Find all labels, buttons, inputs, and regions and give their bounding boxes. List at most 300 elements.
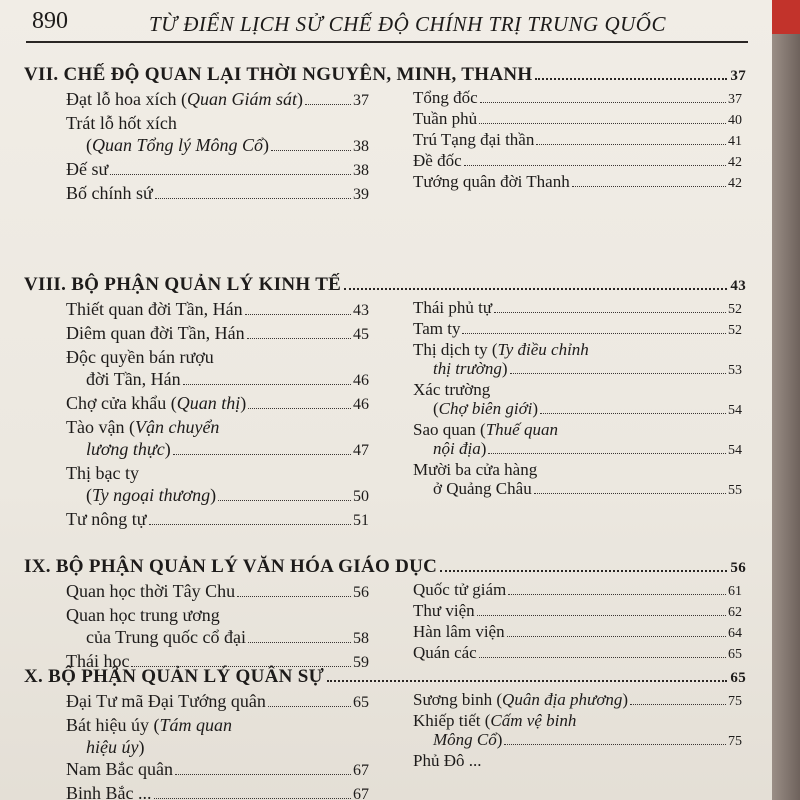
header-rule bbox=[26, 41, 748, 43]
dot-leader bbox=[540, 413, 726, 414]
entry-page: 75 bbox=[728, 734, 742, 749]
toc-entry bbox=[413, 298, 742, 319]
toc-entry bbox=[413, 172, 742, 193]
background-object bbox=[772, 0, 800, 34]
entry-label: Thị dịch ty ( bbox=[413, 340, 498, 359]
dot-leader bbox=[248, 642, 351, 643]
toc-section bbox=[24, 556, 746, 674]
toc-entry bbox=[413, 751, 742, 770]
section-title: VIII. BỘ PHẬN QUẢN LÝ KINH TẾ bbox=[24, 274, 342, 295]
toc-entry bbox=[66, 298, 369, 322]
entry-text bbox=[66, 112, 177, 134]
entry-label: Quán các bbox=[413, 643, 477, 662]
entry-text bbox=[413, 130, 534, 149]
entry-gloss: Ty ngoại thương bbox=[92, 485, 211, 505]
entry-columns bbox=[24, 690, 746, 800]
entry-tail: ) bbox=[240, 393, 247, 413]
entry-page: 65 bbox=[353, 694, 369, 711]
entry-page: 65 bbox=[728, 647, 742, 662]
toc-entry bbox=[413, 130, 742, 151]
dot-leader bbox=[183, 384, 351, 385]
entry-label: ( bbox=[86, 485, 92, 505]
toc-section bbox=[24, 274, 746, 532]
dot-leader bbox=[155, 198, 351, 199]
entry-text bbox=[86, 484, 216, 506]
entry-page: 54 bbox=[728, 403, 742, 418]
entry-text bbox=[413, 319, 460, 338]
entry-text bbox=[66, 782, 152, 800]
entry-label: Binh Bắc ... bbox=[66, 783, 152, 800]
section-page: 43 bbox=[730, 278, 746, 294]
entry-text bbox=[413, 622, 505, 641]
entry-label: Tướng quân đời Thanh bbox=[413, 172, 570, 191]
toc-entry bbox=[66, 462, 369, 508]
entry-page: 58 bbox=[353, 630, 369, 647]
entry-line bbox=[413, 88, 742, 109]
entry-line bbox=[66, 438, 369, 462]
entry-text bbox=[413, 109, 477, 128]
entry-label: Tào vận ( bbox=[66, 417, 135, 437]
entry-page: 55 bbox=[728, 483, 742, 498]
entry-text bbox=[66, 182, 153, 204]
dot-leader bbox=[479, 657, 726, 658]
entry-text bbox=[86, 626, 246, 648]
toc-entry bbox=[413, 460, 742, 500]
entry-tail: ) bbox=[164, 439, 171, 459]
dot-leader bbox=[271, 150, 351, 151]
entry-line bbox=[66, 112, 369, 134]
right-column bbox=[369, 580, 746, 674]
dot-leader bbox=[218, 500, 351, 501]
entry-line bbox=[413, 319, 742, 340]
entry-line bbox=[413, 601, 742, 622]
entry-page: 42 bbox=[728, 155, 742, 170]
entry-line bbox=[66, 416, 369, 438]
entry-page: 38 bbox=[353, 138, 369, 155]
entry-text bbox=[66, 462, 139, 484]
entry-line bbox=[66, 508, 369, 532]
entry-label: Xác trường bbox=[413, 380, 491, 399]
entry-gloss: Mông Cổ bbox=[433, 730, 497, 749]
dot-leader bbox=[536, 144, 726, 145]
toc-entry bbox=[66, 690, 369, 714]
toc-entry bbox=[413, 622, 742, 643]
toc-entry bbox=[66, 88, 369, 112]
entry-line bbox=[413, 643, 742, 664]
left-column bbox=[24, 580, 369, 674]
toc-entry bbox=[413, 319, 742, 340]
entry-line bbox=[413, 460, 742, 479]
entry-text bbox=[413, 151, 462, 170]
entry-label: Thái học bbox=[66, 651, 130, 671]
dot-leader bbox=[504, 744, 726, 745]
entry-label: Thị bạc ty bbox=[66, 463, 139, 483]
entry-label: Đạt lỗ hoa xích ( bbox=[66, 89, 187, 109]
toc-entry bbox=[66, 416, 369, 462]
entry-text bbox=[413, 711, 576, 730]
toc-entry bbox=[66, 604, 369, 650]
entry-line bbox=[413, 130, 742, 151]
toc-entry bbox=[413, 643, 742, 664]
entry-text bbox=[413, 172, 570, 191]
dot-leader bbox=[268, 706, 351, 707]
entry-label: Tổng đốc bbox=[413, 88, 478, 107]
left-column bbox=[24, 88, 369, 206]
entry-text bbox=[413, 601, 475, 620]
entry-text bbox=[66, 416, 219, 438]
entry-line bbox=[66, 484, 369, 508]
entry-tail: ) bbox=[532, 399, 539, 418]
entry-gloss: Tám quan bbox=[159, 715, 232, 735]
entry-line bbox=[66, 298, 369, 322]
entry-text bbox=[413, 340, 589, 359]
entry-tail: ) bbox=[480, 439, 487, 458]
dot-leader bbox=[154, 798, 352, 799]
dot-leader bbox=[494, 312, 726, 313]
entry-line bbox=[413, 109, 742, 130]
entry-text bbox=[86, 736, 144, 758]
entry-tail: ) bbox=[496, 730, 503, 749]
entry-gloss: hiệu úy bbox=[86, 737, 139, 757]
entry-line bbox=[413, 151, 742, 172]
entry-page: 64 bbox=[728, 626, 742, 641]
entry-line bbox=[413, 420, 742, 439]
entry-label: ( bbox=[86, 135, 92, 155]
entry-columns bbox=[24, 580, 746, 674]
entry-tail: ) bbox=[622, 690, 629, 709]
entry-label: ở Quảng Châu bbox=[433, 479, 532, 498]
toc-entry bbox=[413, 88, 742, 109]
entry-label: Phủ Đô ... bbox=[413, 751, 482, 770]
entry-label: Thư viện bbox=[413, 601, 475, 620]
entry-label: Sương binh ( bbox=[413, 690, 503, 709]
dot-leader bbox=[464, 165, 726, 166]
entry-label: Tuần phủ bbox=[413, 109, 478, 128]
entry-gloss: lương thực bbox=[86, 439, 165, 459]
entry-line bbox=[66, 626, 369, 650]
entry-page: 59 bbox=[353, 654, 369, 671]
entry-page: 61 bbox=[728, 584, 742, 599]
entry-line bbox=[66, 322, 369, 346]
entry-text bbox=[86, 368, 181, 390]
dot-leader bbox=[510, 373, 726, 374]
entry-text bbox=[66, 690, 266, 712]
entry-line bbox=[66, 346, 369, 368]
toc-entry bbox=[66, 758, 369, 782]
toc-entry bbox=[66, 112, 369, 158]
toc-entry bbox=[66, 346, 369, 392]
entry-label: Tư nông tự bbox=[66, 509, 147, 529]
dot-leader bbox=[247, 338, 351, 339]
entry-label: Thiết quan đời Tần, Hán bbox=[66, 299, 243, 319]
entry-label: Đại Tư mã Đại Tướng quân bbox=[66, 691, 266, 711]
entry-page: 75 bbox=[728, 694, 742, 709]
dot-leader bbox=[248, 408, 351, 409]
entry-line bbox=[66, 690, 369, 714]
entry-text bbox=[66, 508, 147, 530]
section-title: VII. CHẾ ĐỘ QUAN LẠI THỜI NGUYÊN, MINH, THANH bbox=[24, 64, 533, 85]
entry-gloss: Chợ biên giới bbox=[438, 399, 533, 418]
toc-entry bbox=[66, 508, 369, 532]
entry-line bbox=[66, 462, 369, 484]
entry-line bbox=[413, 690, 742, 711]
entry-line bbox=[413, 340, 742, 359]
entry-label: ( bbox=[433, 399, 439, 418]
section-page: 37 bbox=[730, 68, 746, 84]
entry-label: Quốc tử giám bbox=[413, 580, 507, 599]
entry-text bbox=[413, 580, 506, 599]
entry-line bbox=[413, 580, 742, 601]
entry-text bbox=[66, 580, 235, 602]
toc-entry bbox=[413, 340, 742, 380]
entry-tail: ) bbox=[210, 485, 217, 505]
dot-leader bbox=[237, 596, 351, 597]
entry-gloss: thị trường bbox=[433, 359, 502, 378]
entry-tail: ) bbox=[296, 89, 303, 109]
entry-text bbox=[66, 88, 303, 110]
entry-line bbox=[413, 479, 742, 500]
dot-leader bbox=[440, 570, 727, 572]
entry-gloss: nội địa bbox=[433, 439, 481, 458]
entry-label: Nam Bắc quân bbox=[66, 759, 173, 779]
toc-entry bbox=[413, 580, 742, 601]
entry-label: Tam ty bbox=[413, 319, 461, 338]
entry-text bbox=[433, 399, 538, 418]
entry-page: 45 bbox=[353, 326, 369, 343]
toc-entry bbox=[66, 182, 369, 206]
entry-text bbox=[413, 298, 492, 317]
entry-line bbox=[413, 298, 742, 319]
right-column bbox=[369, 690, 746, 800]
entry-tail: ) bbox=[263, 135, 269, 155]
dot-leader bbox=[480, 102, 726, 103]
toc-entry bbox=[413, 109, 742, 130]
entry-label: đời Tần, Hán bbox=[86, 369, 181, 389]
entry-page: 62 bbox=[728, 605, 742, 620]
entry-line bbox=[66, 88, 369, 112]
section-heading bbox=[24, 274, 746, 296]
entry-label: Thái phủ tự bbox=[413, 298, 493, 317]
dot-leader bbox=[462, 333, 726, 334]
entry-text bbox=[433, 479, 532, 498]
entry-label: Bố chính sứ bbox=[66, 183, 153, 203]
entry-text bbox=[66, 604, 220, 626]
entry-label: Mười ba cửa hàng bbox=[413, 460, 538, 479]
entry-page: 46 bbox=[353, 372, 369, 389]
entry-line bbox=[66, 782, 369, 800]
entry-line bbox=[413, 380, 742, 399]
right-column bbox=[369, 88, 746, 206]
dot-leader bbox=[535, 78, 727, 80]
entry-label: Độc quyền bán rượu bbox=[66, 347, 214, 367]
entry-text bbox=[66, 714, 232, 736]
left-column bbox=[24, 298, 369, 532]
entry-gloss: Quân địa phương bbox=[502, 690, 623, 709]
entry-page: 52 bbox=[728, 323, 742, 338]
entry-label: Chợ cửa khẩu ( bbox=[66, 393, 177, 413]
entry-text bbox=[413, 690, 628, 709]
toc-entry bbox=[413, 380, 742, 420]
entry-page: 39 bbox=[353, 186, 369, 203]
entry-gloss: Vận chuyển bbox=[134, 417, 220, 437]
entry-label: Quan học trung ương bbox=[66, 605, 220, 625]
entry-text bbox=[433, 359, 508, 378]
toc-section bbox=[24, 666, 746, 800]
entry-gloss: Ty điều chỉnh bbox=[497, 340, 589, 359]
section-heading bbox=[24, 666, 746, 688]
entry-line bbox=[413, 730, 742, 751]
dot-leader bbox=[479, 123, 726, 124]
entry-page: 37 bbox=[353, 92, 369, 109]
entry-columns bbox=[24, 298, 746, 532]
entry-text bbox=[433, 439, 486, 458]
dot-leader bbox=[508, 594, 726, 595]
entry-page: 37 bbox=[728, 92, 742, 107]
entry-gloss: Thuế quan bbox=[485, 420, 558, 439]
entry-text bbox=[413, 643, 477, 662]
entry-line bbox=[413, 622, 742, 643]
toc-entry bbox=[413, 690, 742, 711]
entry-columns bbox=[24, 88, 746, 206]
entry-page: 43 bbox=[353, 302, 369, 319]
entry-line bbox=[413, 359, 742, 380]
toc-entry bbox=[66, 158, 369, 182]
toc-entry bbox=[66, 714, 369, 758]
entry-text bbox=[413, 380, 490, 399]
entry-line bbox=[413, 399, 742, 420]
running-header bbox=[24, 4, 752, 38]
dot-leader bbox=[488, 453, 726, 454]
toc-entry bbox=[413, 711, 742, 751]
book-title: TỪ ĐIỂN LỊCH SỬ CHẾ ĐỘ CHÍNH TRỊ TRUNG QUỐC bbox=[149, 12, 666, 36]
dot-leader bbox=[327, 680, 727, 682]
entry-line bbox=[66, 158, 369, 182]
section-heading bbox=[24, 556, 746, 578]
facing-page-edge bbox=[772, 0, 800, 800]
entry-label: Bát hiệu úy ( bbox=[66, 715, 160, 735]
dot-leader bbox=[507, 636, 726, 637]
entry-text bbox=[413, 420, 558, 439]
entry-page: 67 bbox=[353, 762, 369, 779]
dot-leader bbox=[305, 104, 351, 105]
section-page: 56 bbox=[730, 560, 746, 576]
entry-page: 40 bbox=[728, 113, 742, 128]
entry-tail: ) bbox=[501, 359, 508, 378]
entry-text bbox=[66, 298, 243, 320]
section-title: IX. BỘ PHẬN QUẢN LÝ VĂN HÓA GIÁO DỤC bbox=[24, 556, 438, 577]
entry-line bbox=[66, 182, 369, 206]
entry-text bbox=[66, 346, 214, 368]
entry-page: 52 bbox=[728, 302, 742, 317]
entry-label: của Trung quốc cổ đại bbox=[86, 627, 246, 647]
left-column bbox=[24, 690, 369, 800]
toc-entry bbox=[413, 420, 742, 460]
entry-text bbox=[66, 322, 245, 344]
entry-text bbox=[413, 751, 481, 770]
dot-leader bbox=[534, 493, 726, 494]
entry-page: 50 bbox=[353, 488, 369, 505]
entry-label: Diêm quan đời Tần, Hán bbox=[66, 323, 245, 343]
entry-line bbox=[66, 134, 369, 158]
page-number: 890 bbox=[32, 8, 68, 34]
dot-leader bbox=[572, 186, 726, 187]
entry-line bbox=[413, 711, 742, 730]
entry-text bbox=[66, 392, 246, 414]
entry-label: Khiếp tiết ( bbox=[413, 711, 491, 730]
entry-gloss: Cấm vệ binh bbox=[490, 711, 577, 730]
entry-page: 41 bbox=[728, 134, 742, 149]
entry-page: 51 bbox=[353, 512, 369, 529]
entry-text bbox=[86, 134, 269, 156]
dot-leader bbox=[175, 774, 351, 775]
toc-entry bbox=[413, 601, 742, 622]
entry-line bbox=[66, 758, 369, 782]
toc-section bbox=[24, 64, 746, 206]
entry-page: 38 bbox=[353, 162, 369, 179]
entry-line bbox=[66, 714, 369, 736]
entry-label: Đế sư bbox=[66, 159, 109, 179]
entry-label: Đề đốc bbox=[413, 151, 462, 170]
dot-leader bbox=[110, 174, 351, 175]
entry-line bbox=[66, 392, 369, 416]
dot-leader bbox=[149, 524, 351, 525]
entry-label: Quan học thời Tây Chu bbox=[66, 581, 236, 601]
entry-line bbox=[66, 604, 369, 626]
entry-page: 53 bbox=[728, 363, 742, 378]
entry-label: Hàn lâm viện bbox=[413, 622, 505, 641]
entry-page: 67 bbox=[353, 786, 369, 800]
entry-page: 47 bbox=[353, 442, 369, 459]
entry-text bbox=[66, 758, 173, 780]
entry-gloss: Quan Giám sát bbox=[186, 89, 297, 109]
entry-line bbox=[413, 439, 742, 460]
dot-leader bbox=[630, 704, 726, 705]
entry-line bbox=[413, 751, 742, 770]
entry-line bbox=[66, 368, 369, 392]
entry-gloss: Quan Tổng lý Mông Cổ bbox=[92, 135, 263, 155]
entry-label: Sao quan ( bbox=[413, 420, 486, 439]
toc-entry bbox=[66, 322, 369, 346]
toc-entry bbox=[66, 782, 369, 800]
dot-leader bbox=[344, 288, 727, 290]
entry-page: 42 bbox=[728, 176, 742, 191]
entry-gloss: Quan thị bbox=[176, 393, 241, 413]
entry-line bbox=[66, 580, 369, 604]
dot-leader bbox=[173, 454, 351, 455]
entry-line bbox=[66, 736, 369, 758]
section-title: X. BỘ PHẬN QUẢN LÝ QUÂN SỰ bbox=[24, 666, 325, 687]
entry-tail: ) bbox=[138, 737, 145, 757]
section-page: 65 bbox=[730, 670, 746, 686]
entry-text bbox=[86, 438, 171, 460]
toc-entry bbox=[413, 151, 742, 172]
entry-label: Trát lỗ hốt xích bbox=[66, 113, 177, 133]
entry-text bbox=[413, 460, 537, 479]
entry-page: 46 bbox=[353, 396, 369, 413]
entry-text bbox=[413, 88, 478, 107]
entry-page: 56 bbox=[353, 584, 369, 601]
entry-text bbox=[66, 158, 108, 180]
toc-entry bbox=[66, 580, 369, 604]
section-heading bbox=[24, 64, 746, 86]
toc-entry bbox=[66, 392, 369, 416]
entry-page: 54 bbox=[728, 443, 742, 458]
entry-label: Trú Tạng đại thần bbox=[413, 130, 535, 149]
dot-leader bbox=[245, 314, 351, 315]
right-column bbox=[369, 298, 746, 532]
entry-line bbox=[413, 172, 742, 193]
entry-text bbox=[433, 730, 502, 749]
